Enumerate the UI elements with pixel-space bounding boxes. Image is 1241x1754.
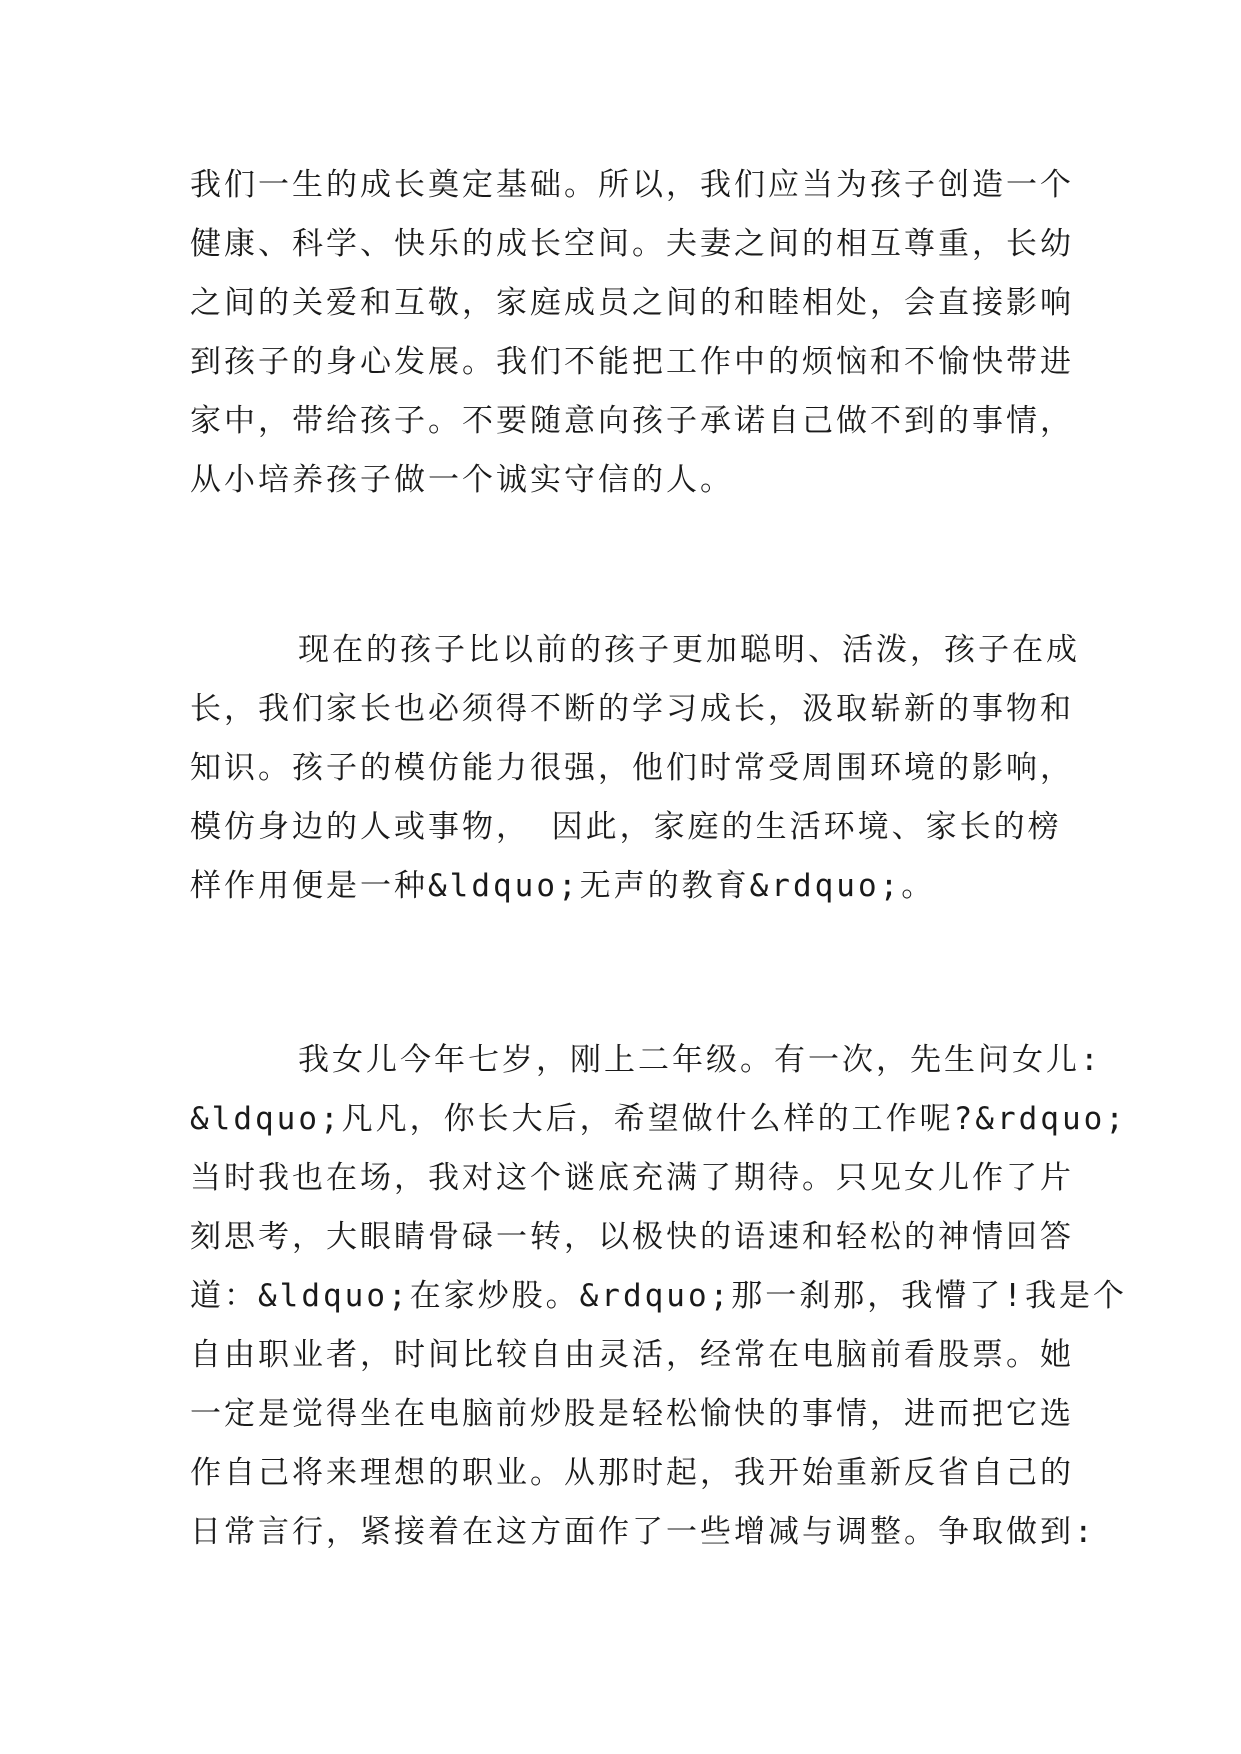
text-line: 当时我也在场，我对这个谜底充满了期待。只见女儿作了片	[190, 1160, 1074, 1196]
text-line: 健康、科学、快乐的成长空间。夫妻之间的相互尊重，长幼	[190, 226, 1074, 262]
text-line: 模仿身边的人或事物， 因此，家庭的生活环境、家长的榜	[190, 809, 1062, 845]
paragraph-3	[190, 1031, 1127, 1562]
text-line: 样作用便是一种&ldquo;无声的教育&rdquo;。	[190, 868, 936, 904]
text-line: 到孩子的身心发展。我们不能把工作中的烦恼和不愉快带进	[190, 344, 1074, 380]
text-line: &ldquo;凡凡，你长大后，希望做什么样的工作呢?&rdquo;	[190, 1101, 1127, 1137]
text-line: 从小培养孩子做一个诚实守信的人。	[190, 462, 734, 498]
text-line: 我女儿今年七岁，刚上二年级。有一次，先生问女儿:	[298, 1042, 1102, 1078]
text-line: 一定是觉得坐在电脑前炒股是轻松愉快的事情，进而把它选	[190, 1396, 1074, 1432]
text-line: 现在的孩子比以前的孩子更加聪明、活泼，孩子在成	[298, 632, 1080, 668]
text-line: 我们一生的成长奠定基础。所以，我们应当为孩子创造一个	[190, 167, 1074, 203]
text-line: 知识。孩子的模仿能力很强，他们时常受周围环境的影响，	[190, 750, 1074, 786]
text-line: 之间的关爱和互敬，家庭成员之间的和睦相处，会直接影响	[190, 285, 1074, 321]
text-line: 日常言行，紧接着在这方面作了一些增减与调整。争取做到:	[190, 1514, 1096, 1550]
text-line: 自由职业者，时间比较自由灵活，经常在电脑前看股票。她	[190, 1337, 1074, 1373]
paragraph-1	[190, 156, 1074, 510]
text-line: 刻思考，大眼睛骨碌一转，以极快的语速和轻松的神情回答	[190, 1219, 1074, 1255]
text-line: 家中，带给孩子。不要随意向孩子承诺自己做不到的事情，	[190, 403, 1074, 439]
text-line: 长，我们家长也必须得不断的学习成长，汲取崭新的事物和	[190, 691, 1074, 727]
text-line: 道：&ldquo;在家炒股。&rdquo;那一刹那，我懵了!我是个	[190, 1278, 1127, 1314]
text-line: 作自己将来理想的职业。从那时起，我开始重新反省自己的	[190, 1455, 1074, 1491]
paragraph-2	[190, 621, 1080, 916]
